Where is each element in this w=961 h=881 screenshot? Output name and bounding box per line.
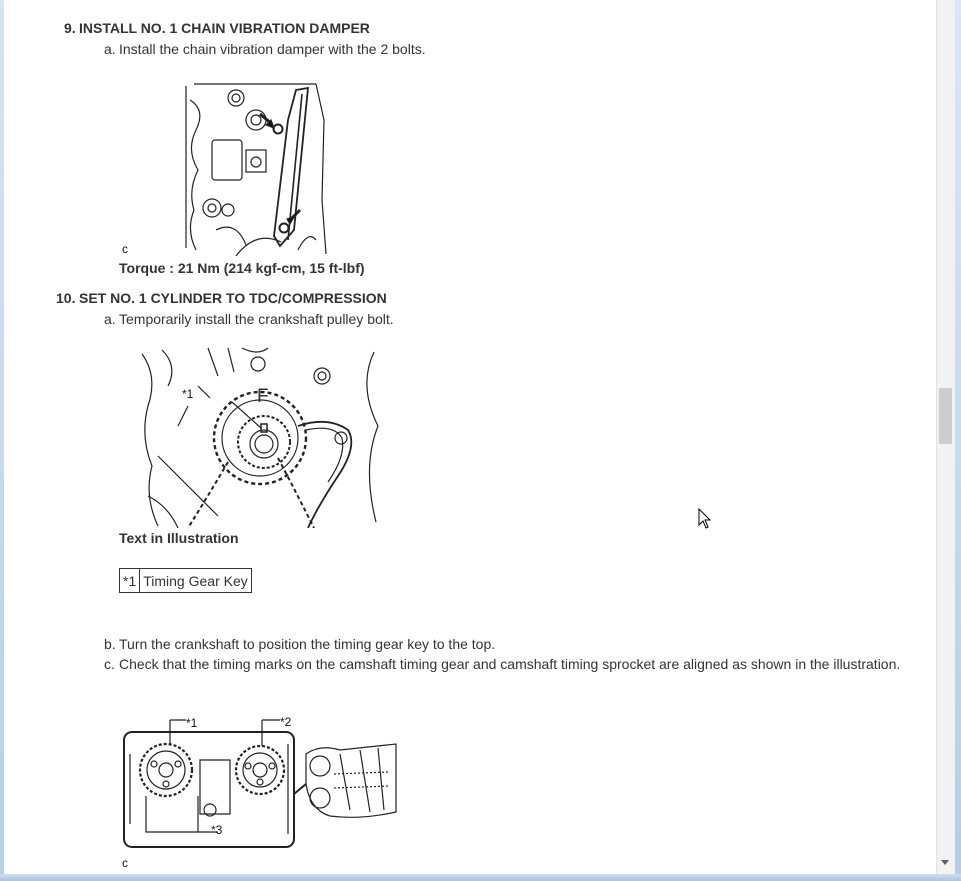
figure-10-mark-f: F: [257, 386, 269, 407]
figure-9-corner-label: c: [122, 242, 128, 256]
vertical-scrollbar[interactable]: [936, 0, 955, 874]
chevron-down-icon[interactable]: [941, 860, 949, 865]
step-10c-text: Check that the timing marks on the camshaft timing gear and camshaft timing sprocket are aligned as shown in the illustration.: [119, 656, 901, 672]
text-in-illustration-heading: Text in Illustration: [119, 530, 239, 546]
manual-content: [4, 0, 936, 874]
step-10b-text: Turn the crankshaft to position the timing gear key to the top.: [119, 636, 496, 652]
figure-10c-callout-3: *3: [211, 823, 223, 837]
figure-10c-corner-label: c: [122, 856, 128, 870]
torque-spec: Torque : 21 Nm (214 kgf-cm, 15 ft-lbf): [119, 260, 365, 276]
step-10-title: SET NO. 1 CYLINDER TO TDC/COMPRESSION: [79, 290, 387, 306]
figure-10-callout-1: *1: [182, 387, 194, 401]
step-10b-letter: b.: [104, 636, 116, 652]
step-10a-text: Temporarily install the crankshaft pulley bolt.: [119, 311, 394, 327]
chain-vibration-damper-illustration: [176, 80, 331, 256]
step-10-number: 10.: [56, 290, 76, 306]
illustration-legend-table: [119, 568, 252, 593]
figure-10c-callout-2: *2: [280, 715, 292, 729]
table-row: [120, 569, 252, 593]
step-9-number: 9.: [64, 20, 76, 36]
crankshaft-timing-illustration: [138, 346, 383, 528]
mouse-pointer-icon: [698, 508, 712, 535]
camshaft-timing-marks-illustration: [120, 714, 400, 854]
legend-label: Timing Gear Key: [140, 569, 252, 593]
step-9-title: INSTALL NO. 1 CHAIN VIBRATION DAMPER: [79, 20, 370, 36]
step-10a-letter: a.: [104, 311, 116, 327]
window-border-right: [955, 0, 961, 881]
window-border-bottom: [0, 874, 961, 881]
figure-10c-callout-1: *1: [186, 716, 198, 730]
step-9a-text: Install the chain vibration damper with the 2 bolts.: [119, 41, 426, 57]
scrollbar-thumb[interactable]: [939, 388, 952, 444]
legend-key: *1: [120, 569, 140, 593]
step-9a-letter: a.: [104, 41, 116, 57]
step-10c-letter: c.: [104, 656, 115, 672]
